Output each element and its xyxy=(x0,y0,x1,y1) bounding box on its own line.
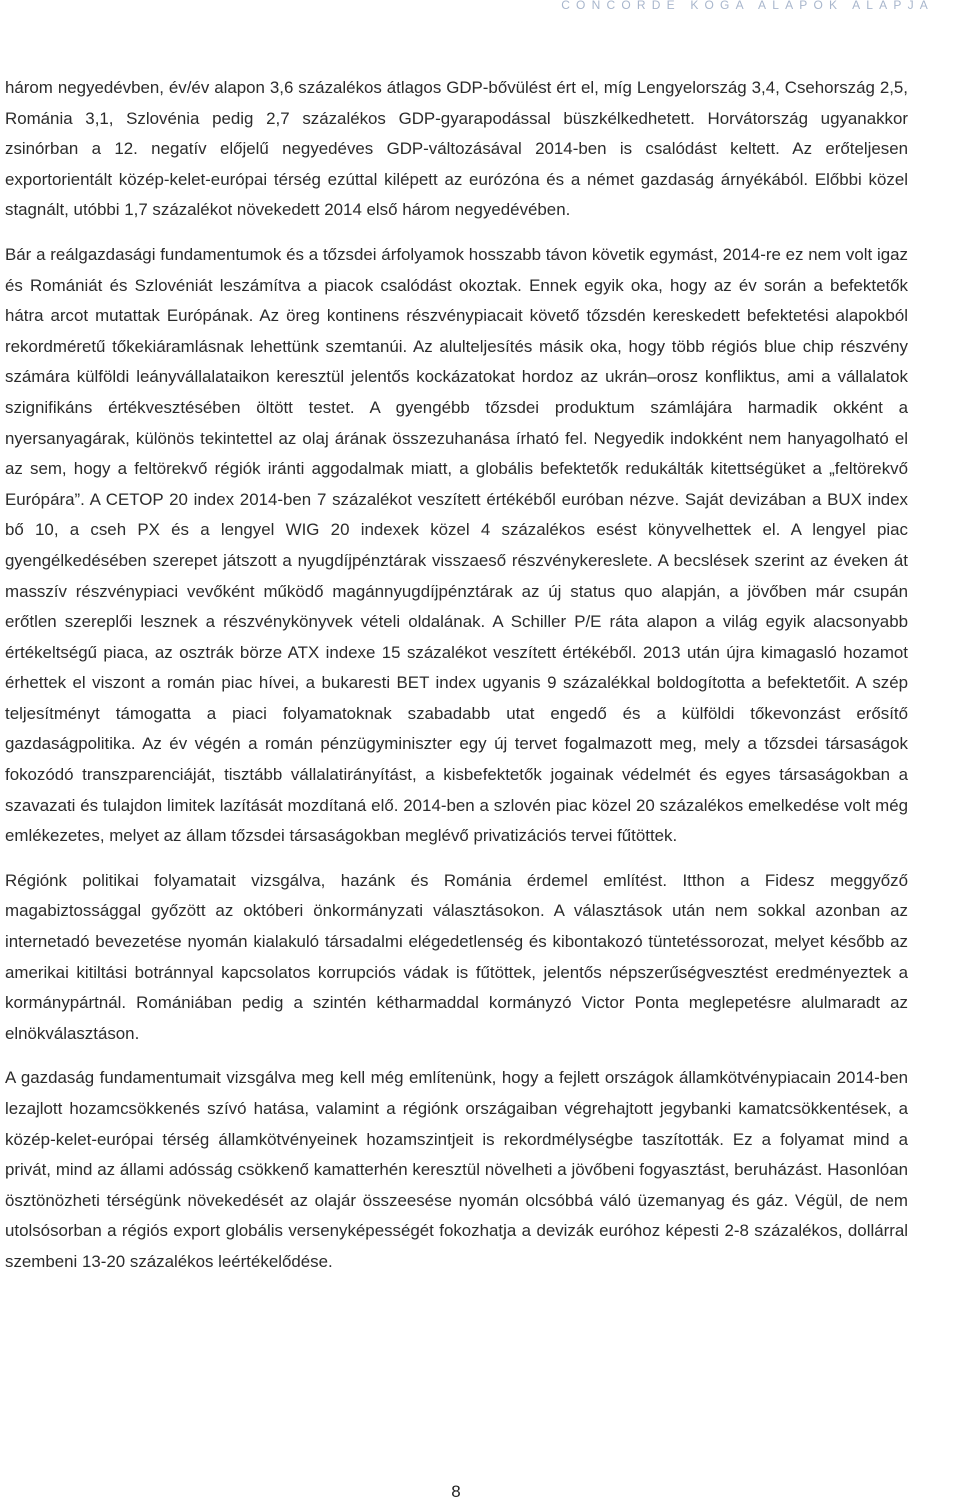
paragraph-gdp-growth: három negyedévben, év/év alapon 3,6 százalékos átlagos GDP-bővülést ért el, míg Lengyelország 3,4, Csehország 2,5, Románia 3,1, Szlovénia pedig 2,7 százalékos GDP-gyarapodással büszkélkedhetett. Horvátország ugyanakkor zsinórban a 12. negatív előjelű negyedéves GDP-változásával 2014-ben is csalódást keltett. Az erőteljesen exportorientált közép-kelet-európai térség ezúttal kilépett az eurózóna és a német gazdaság árnyékából. Előbbi közel stagnált, utóbbi 1,7 százalékot növekedett 2014 első három negyedévében. xyxy=(5,78,908,220)
running-header: CONCORDE KOGA ALAPOK ALAPJA xyxy=(561,0,934,12)
paragraph-stock-markets: Bár a reálgazdasági fundamentumok és a tőzsdei árfolyamok hosszabb távon követik egymást, 2014-re ez nem volt igaz és Romániát és Szlovéniát leszámítva a piacok csalódást okoztak. Ennek egyik oka, hogy az év során a befektetők hátra arcot mutattak Európának. Az öreg kontinens részvénypiacait követő tőzsdén kereskedett befektetési alapokból rekordméretű tőkekiáramlásnak lehettünk szemtanúi. Az alulteljesítés másik oka, hogy több régiós blue chip részvény számára külföldi leányvállalataikon keresztül jelentős kockázatokat hordoz az ukrán–orosz konfliktus, ami a vállalatok szignifikáns értékvesztésében öltött testet. A gyengébb tőzsdei produktum számlájára harmadik okként a nyersanyagárak, különös tekintettel az olaj árának összezuhanása írható fel. Negyedik indokként nem hanyagolható el az sem, hogy a feltörekvő régiók iránti aggodalmak miatt, a globális befektetők redukálták kitettségüket a „feltörekvő Európára”. A CETOP 20 index 2014-ben 7 százalékot veszített értékéből euróban nézve. Saját devizában a BUX index bő 10, a cseh PX és a lengyel WIG 20 indexek közel 4 százalékos esést könyvelhettek el. A lengyel piac gyengélkedésében szerepet játszott a nyugdíjpénztárak visszaeső részvénykereslete. A becslések szerint az éveken át masszív részvénypiaci vevőként működő magánnyugdíjpénztárak az új status quo alapján, a jövőben már csupán erőtlen szereplői lesznek a részvénykönyvek vételi oldalának. A Schiller P/E ráta alapon a világ egyik alacsonyabb értékeltségű piaca, az osztrák börze ATX indexe 15 százalékot veszített értékéből. 2013 után újra kimagasló hozamot érhettek el viszont a román piac hívei, a bukaresti BET index ugyanis 9 százalékkal boldogította a befektetőit. A szép teljesítményt támogatta a piaci folyamatoknak szabadabb utat engedő és a külföldi tőkevonzást erősítő gazdaságpolitika. Az év végén a román pénzügyminiszter egy új tervet fogalmazott meg, mely a tőzsdei társaságok fokozódó transzparenciáját, tisztább vállalatirányítást, a kisbefektetők jogainak védelmét és egyes társaságokban a szavazati és tulajdon limitek lazítását mozdítaná elő. 2014-ben a szlovén piac közel 20 százalékos emelkedése volt még emlékezetes, melyet az állam tőzsdei társaságokban meglévő privatizációs tervei fűtöttek. xyxy=(5,244,908,846)
paragraph-politics: Régiónk politikai folyamatait vizsgálva, hazánk és Románia érdemel említést. Itthon a Fidesz meggyőző magabiztossággal győzött az októberi önkormányzati választásokon. A választások után nem sokkal azonban az internetadó bevezetése nyomán kialakuló társadalmi elégedetlenség és kibontakozó tüntetéssorozat, melyet később az amerikai kitiltási botránnyal kapcsolatos korrupciós vádak is fűtöttek, jelentős népszerűségvesztést eredményeztek a kormánypártnál. Romániában pedig a szintén kétharmaddal kormányzó Victor Ponta meglepetésre alulmaradt az elnökválasztáson. xyxy=(5,870,908,1043)
paragraph-fundamentals: A gazdaság fundamentumait vizsgálva meg kell még említenünk, hogy a fejlett országok államkötvénypiacain 2014-ben lezajlott hozamcsökkenés szívó hatása, valamint a régiónk országaiban végrehajtott jegybanki kamatcsökkentések, a közép-kelet-európai térség államkötvényeinek hozamszintjeit is rekordmélységbe taszították. Ez a folyamat mind a privát, mind az állami adósság csökkenő kamatterhén keresztül növelheti a jövőbeni fogyasztást, beruházást. Hasonlóan ösztönözheti térségünk növekedését az olajár összeesése nyomán olcsóbbá váló üzemanyag és gáz. Végül, de nem utolsósorban a régiós export globális versenyképességét fokozhatja a devizák euróhoz képesti 2-8 százalékos, dollárral szembeni 13-20 százalékos leértékelődése. xyxy=(5,1068,908,1271)
page-number: 8 xyxy=(451,1482,461,1501)
document-body xyxy=(5,73,908,1278)
